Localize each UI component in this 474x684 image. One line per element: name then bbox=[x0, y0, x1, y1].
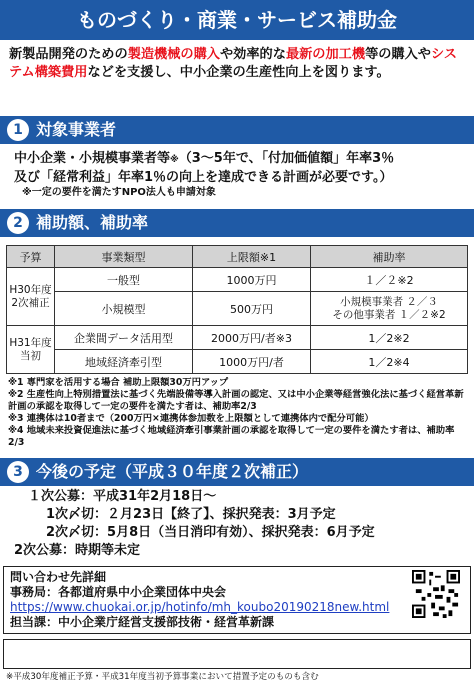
eligibility-note: ※一定の要件を満たすNPO法人も申請対象 bbox=[22, 187, 216, 198]
intro-text-2: や効率的な bbox=[220, 47, 286, 62]
intro-highlight-1: 製造機械の購入 bbox=[127, 47, 220, 62]
rate-cell: １／２※2 bbox=[311, 268, 468, 292]
budget-cell-h31: H31年度当初 bbox=[7, 326, 55, 374]
section-2-title: 補助額、補助率 bbox=[36, 213, 149, 232]
eligibility-line-2: 及び「経常利益」年率1％の向上を達成できる計画が必要です。） bbox=[14, 170, 393, 185]
blank-box bbox=[3, 639, 471, 669]
table-row bbox=[7, 292, 468, 326]
table-notes bbox=[8, 377, 468, 449]
type-cell: 企業間データ活用型 bbox=[55, 326, 193, 350]
intro-text-1: 新製品開発のための bbox=[9, 47, 128, 62]
table-row bbox=[7, 326, 468, 350]
section-1-body bbox=[14, 150, 464, 200]
schedule-body bbox=[14, 488, 464, 560]
table-row bbox=[7, 350, 468, 374]
rate-cell bbox=[311, 292, 468, 326]
note-2: ※2 生産性向上特別措置法に基づく先端設備等導入計画の認定、又は中小企業等経営強化法に基づく経営革新計画の承認を取得して一定の要件を満たす者は、補助率2/3 bbox=[8, 389, 464, 412]
section-1-title: 対象事業者 bbox=[36, 120, 117, 139]
schedule-line-1: １次公募：平成31年2月18日～ bbox=[28, 489, 217, 504]
header-limit: 上限額※1 bbox=[193, 246, 311, 268]
eligibility-text: 中小企業・小規模事業者等 bbox=[14, 151, 171, 166]
section-3-number: 3 bbox=[7, 461, 29, 483]
note-3: ※3 連携体は10者まで（200万円×連携体参加数を上限額として連携体内で配分可能） bbox=[8, 413, 374, 424]
header-budget: 予算 bbox=[7, 246, 55, 268]
grant-table bbox=[6, 245, 468, 374]
schedule-line-3: 2次〆切：5月8日（当日消印有効）、採択発表：6月予定 bbox=[46, 525, 375, 540]
limit-cell: 1000万円/者 bbox=[193, 350, 311, 374]
eligibility-line-1 bbox=[14, 150, 464, 169]
intro-paragraph bbox=[9, 46, 467, 82]
limit-cell: 1000万円 bbox=[193, 268, 311, 292]
type-cell: 小規模型 bbox=[55, 292, 193, 326]
intro-text-4: などを支援し、中小企業の生産性向上を図ります。 bbox=[87, 65, 390, 80]
type-cell: 地域経済牽引型 bbox=[55, 350, 193, 374]
table-header-row bbox=[7, 246, 468, 268]
rate-cell: 1／2※4 bbox=[311, 350, 468, 374]
contact-office: 事務局：各都道府県中小企業団体中央会 bbox=[10, 585, 227, 599]
section-3-header bbox=[0, 458, 474, 486]
intro-highlight-3: システム構築費用 bbox=[9, 47, 457, 80]
intro-text-3: 等の購入や bbox=[365, 47, 431, 62]
section-1-number: 1 bbox=[7, 119, 29, 141]
intro-highlight-2: 最新の加工機 bbox=[285, 47, 366, 62]
limit-cell: 500万円 bbox=[193, 292, 311, 326]
schedule-line-4: 2次公募：時期等未定 bbox=[14, 543, 141, 558]
rate-line-small-business: 小規模事業者 ２／３ bbox=[340, 295, 438, 308]
contact-box bbox=[3, 566, 471, 634]
limit-cell: 2000万円/者※3 bbox=[193, 326, 311, 350]
rate-cell: 1／2※2 bbox=[311, 326, 468, 350]
section-2-number: 2 bbox=[7, 212, 29, 234]
schedule-line-2: 1次〆切：２月23日【終了】、採択発表：3月予定 bbox=[46, 507, 336, 522]
section-1-header bbox=[0, 116, 474, 144]
table-row bbox=[7, 268, 468, 292]
type-cell: 一般型 bbox=[55, 268, 193, 292]
contact-heading: 問い合わせ先詳細 bbox=[10, 570, 107, 584]
header-type: 事業類型 bbox=[55, 246, 193, 268]
section-2-header bbox=[0, 209, 474, 237]
eligibility-text-b: （3～5年で、「付加価値額」年率3％ bbox=[178, 151, 395, 166]
qr-code-icon[interactable] bbox=[412, 570, 460, 618]
rate-line-other-business: その他事業者 １／２※2 bbox=[332, 308, 446, 321]
note-1: ※1 専門家を活用する場合 補助上限額30万円アップ bbox=[8, 377, 229, 388]
page-title: ものづくり・商業・サービス補助金 bbox=[0, 0, 474, 40]
contact-dept: 担当課：中小企業庁経営支援部技術・経営革新課 bbox=[10, 615, 275, 629]
note-4: ※4 地域未来投資促進法に基づく地域経済牽引事業計画の承認を取得して一定の要件を満たす者は、補助率2/3 bbox=[8, 425, 455, 448]
section-3-title: 今後の予定（平成３０年度２次補正） bbox=[36, 462, 309, 481]
footnote: ※平成30年度補正予算・平成31年度当初予算事業において措置予定のものも含む bbox=[6, 672, 319, 682]
header-rate: 補助率 bbox=[311, 246, 468, 268]
eligibility-mark: ※ bbox=[170, 155, 179, 165]
contact-url-link[interactable]: https://www.chuokai.or.jp/hotinfo/mh_koubo20190218new.html bbox=[10, 600, 390, 614]
budget-cell-h30: H30年度2次補正 bbox=[7, 268, 55, 326]
